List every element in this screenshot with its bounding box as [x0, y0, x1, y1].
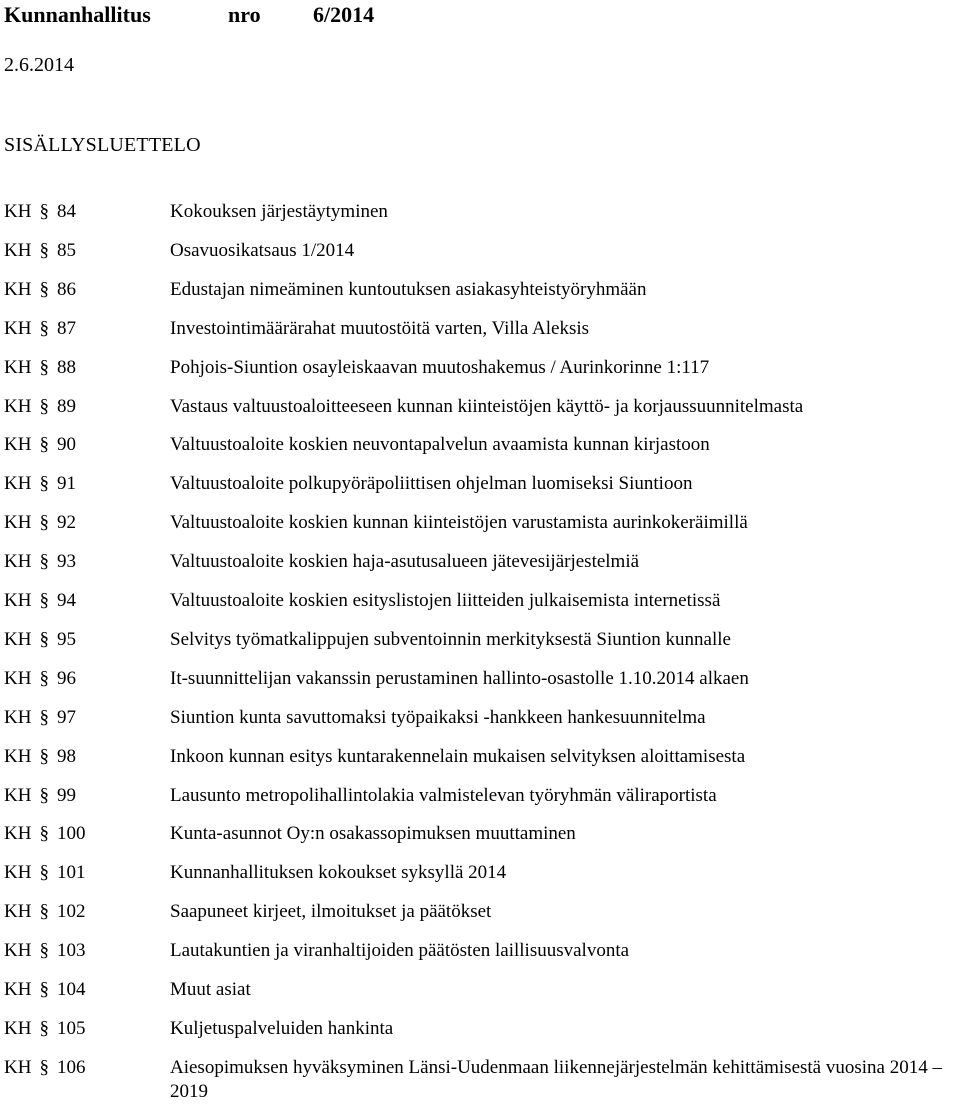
toc-entry-text: Edustajan nimeäminen kuntoutuksen asiakasyhteistyöryhmään: [170, 279, 647, 300]
header-nro-label: nro: [228, 2, 261, 27]
section-symbol: §: [39, 940, 49, 961]
toc-entry-num: 92: [56, 512, 76, 533]
toc-entry-text: Selvitys työmatkalippujen subventoinnin merkityksestä Siuntion kunnalle: [170, 629, 731, 650]
toc-entry-prefix: KH: [4, 590, 32, 611]
toc-entry-prefix: KH: [4, 629, 32, 650]
toc-entry-number: [4, 589, 76, 613]
toc-entry-number: [4, 667, 76, 691]
section-symbol: §: [39, 1057, 49, 1078]
toc-entry-num: 89: [56, 396, 76, 417]
toc-entry-text: Valtuustoaloite polkupyöräpoliittisen ohjelman luomiseksi Siuntioon: [170, 473, 693, 494]
toc-entry-text: Siuntion kunta savuttomaksi työpaikaksi -hankkeen hankesuunnitelma: [170, 707, 706, 728]
toc-entry-number: [4, 628, 76, 652]
toc-entry-num: 99: [56, 785, 76, 806]
toc-entry-text: Lautakuntien ja viranhaltijoiden päätösten laillisuusvalvonta: [170, 940, 630, 961]
toc-entry-num: 103: [56, 940, 86, 961]
toc-entry-number: [4, 822, 85, 846]
toc-entry-num: 97: [56, 707, 76, 728]
toc-entry-number: [4, 317, 76, 341]
toc-entry-prefix: KH: [4, 279, 32, 300]
toc-entry-prefix: KH: [4, 512, 32, 533]
section-symbol: §: [39, 862, 49, 883]
toc-entry-num: 84: [56, 201, 76, 222]
toc-entry-prefix: KH: [4, 396, 32, 417]
toc-entry-number: [4, 1017, 85, 1041]
section-symbol: §: [39, 746, 49, 767]
toc-entry-num: 87: [56, 318, 76, 339]
toc-entry-prefix: KH: [4, 862, 32, 883]
header-org: Kunnanhallitus: [4, 2, 151, 27]
toc-entry-prefix: KH: [4, 473, 32, 494]
section-symbol: §: [39, 318, 49, 339]
toc-entry-num: 102: [56, 901, 86, 922]
toc-entry-num: 88: [56, 357, 76, 378]
section-symbol: §: [39, 668, 49, 689]
toc-entry-prefix: KH: [4, 434, 32, 455]
toc-entry-text: It-suunnittelijan vakanssin perustaminen hallinto-osastolle 1.10.2014 alkaen: [170, 668, 749, 689]
toc-entry-number: [4, 278, 76, 302]
toc-entry-number: [4, 395, 76, 419]
toc-entry-number: [4, 745, 76, 769]
toc-entry-prefix: KH: [4, 1057, 32, 1078]
toc-entry-number: [4, 356, 76, 380]
toc-entry-number: [4, 200, 76, 224]
section-symbol: §: [39, 201, 49, 222]
toc-entry-num: 95: [56, 629, 76, 650]
toc-entry-num: 85: [56, 240, 76, 261]
toc-entry-prefix: KH: [4, 707, 32, 728]
toc-entry-text: Osavuosikatsaus 1/2014: [170, 240, 355, 261]
toc-title: SISÄLLYSLUETTELO: [4, 134, 201, 156]
toc-entry-text: Valtuustoaloite koskien kunnan kiinteistöjen varustamista aurinkokeräimillä: [170, 512, 748, 533]
toc-entry-text: Kuljetuspalveluiden hankinta: [170, 1018, 394, 1039]
section-symbol: §: [39, 979, 49, 1000]
toc-entry-text: Vastaus valtuustoaloitteeseen kunnan kiinteistöjen käyttö- ja korjaussuunnitelmasta: [170, 396, 804, 417]
toc-entry-number: [4, 939, 85, 963]
toc-entry-num: 94: [56, 590, 76, 611]
section-symbol: §: [39, 785, 49, 806]
header-nro-value: 6/2014: [313, 2, 375, 27]
toc-entry-prefix: KH: [4, 551, 32, 572]
toc-entry-text: Kunta-asunnot Oy:n osakassopimuksen muuttaminen: [170, 823, 576, 844]
toc-entry-prefix: KH: [4, 240, 32, 261]
section-symbol: §: [39, 590, 49, 611]
toc-entry-text: Kunnanhallituksen kokoukset syksyllä 2014: [170, 862, 507, 883]
toc-entry-prefix: KH: [4, 901, 32, 922]
toc-entry-number: [4, 239, 76, 263]
section-symbol: §: [39, 473, 49, 494]
toc-entry-num: 101: [56, 862, 86, 883]
section-symbol: §: [39, 707, 49, 728]
toc-entry-num: 93: [56, 551, 76, 572]
toc-entry-num: 91: [56, 473, 76, 494]
toc-entry-prefix: KH: [4, 979, 32, 1000]
toc-entry-number: [4, 706, 76, 730]
toc-entry-text: Investointimäärärahat muutostöitä varten, Villa Aleksis: [170, 318, 590, 339]
toc-entry-text: Inkoon kunnan esitys kuntarakennelain mukaisen selvityksen aloittamisesta: [170, 746, 746, 767]
toc-entry-number: [4, 1056, 85, 1080]
toc-entry-text: Saapuneet kirjeet, ilmoitukset ja päätökset: [170, 901, 492, 922]
toc-entry-num: 86: [56, 279, 76, 300]
toc-entry-text: Muut asiat: [170, 979, 251, 1000]
toc-entry-num: 106: [56, 1057, 86, 1078]
section-symbol: §: [39, 357, 49, 378]
section-symbol: §: [39, 823, 49, 844]
toc-entry-number: [4, 784, 76, 808]
toc-entry-prefix: KH: [4, 318, 32, 339]
section-symbol: §: [39, 551, 49, 572]
section-symbol: §: [39, 512, 49, 533]
section-symbol: §: [39, 279, 49, 300]
toc-entry-number: [4, 550, 76, 574]
toc-entry-text: Valtuustoaloite koskien neuvontapalvelun avaamista kunnan kirjastoon: [170, 434, 710, 455]
toc-entry-prefix: KH: [4, 357, 32, 378]
toc-entry-text: Lausunto metropolihallintolakia valmistelevan työryhmän väliraportista: [170, 785, 717, 806]
toc-entry-prefix: KH: [4, 201, 32, 222]
toc-entry-prefix: KH: [4, 940, 32, 961]
toc-entry-prefix: KH: [4, 668, 32, 689]
toc-entry-number: [4, 472, 76, 496]
toc-entry-prefix: KH: [4, 746, 32, 767]
section-symbol: §: [39, 434, 49, 455]
section-symbol: §: [39, 629, 49, 650]
toc-entry-text: Aiesopimuksen hyväksyminen Länsi-Uudenmaan liikennejärjestelmän kehittämisestä vuosina 2014 – 2019: [170, 1057, 942, 1102]
toc-entry-num: 90: [56, 434, 76, 455]
section-symbol: §: [39, 240, 49, 261]
toc-entry-prefix: KH: [4, 1018, 32, 1039]
section-symbol: §: [39, 901, 49, 922]
toc-entry-prefix: KH: [4, 823, 32, 844]
toc-entry-num: 100: [56, 823, 86, 844]
toc-entry-num: 104: [56, 979, 86, 1000]
toc-entry-number: [4, 511, 76, 535]
toc-entry-num: 98: [56, 746, 76, 767]
toc-entry-text: Pohjois-Siuntion osayleiskaavan muutoshakemus / Aurinkorinne 1:117: [170, 357, 710, 378]
toc-entry-text: Valtuustoaloite koskien esityslistojen liitteiden julkaisemista internetissä: [170, 590, 721, 611]
toc-entry-number: [4, 978, 85, 1002]
toc-entry-number: [4, 900, 85, 924]
toc-entry-number: [4, 861, 85, 885]
toc-entry-num: 105: [56, 1018, 86, 1039]
toc-entry-prefix: KH: [4, 785, 32, 806]
toc-entry-num: 96: [56, 668, 76, 689]
section-symbol: §: [39, 1018, 49, 1039]
document-date: 2.6.2014: [4, 54, 74, 76]
toc-entry-text: Kokouksen järjestäytyminen: [170, 201, 388, 222]
toc-entry-number: [4, 433, 76, 457]
section-symbol: §: [39, 396, 49, 417]
toc-entry-text: Valtuustoaloite koskien haja-asutusalueen jätevesijärjestelmiä: [170, 551, 640, 572]
